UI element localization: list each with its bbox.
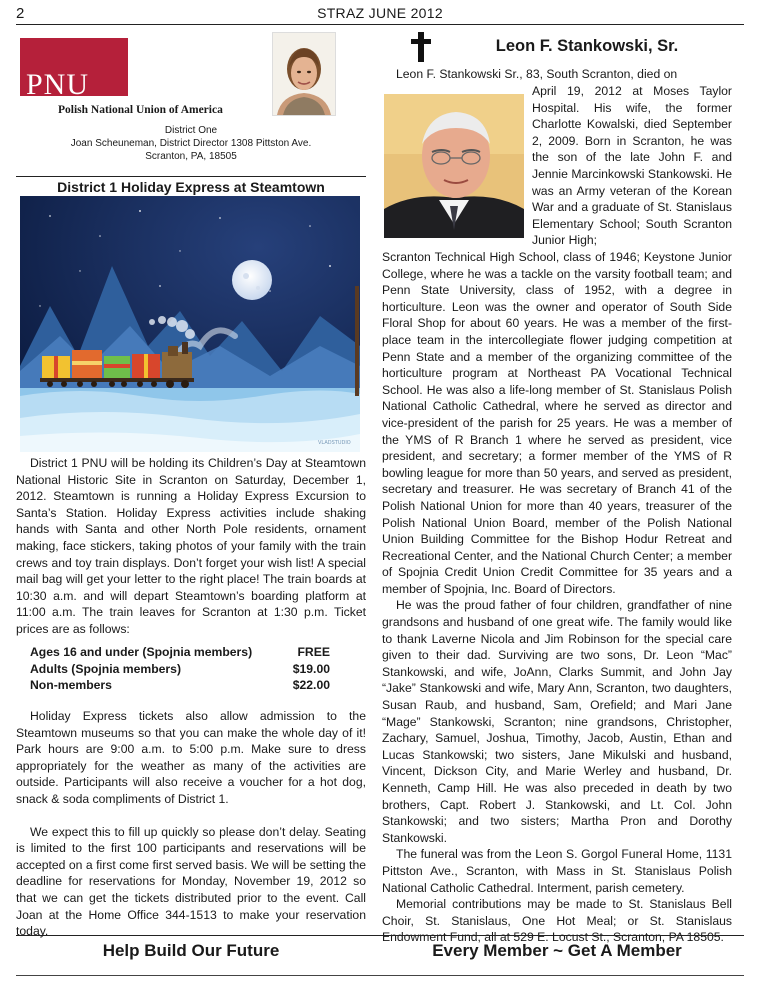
newsletter-title: STRAZ JUNE 2012 <box>317 5 443 21</box>
district-director-photo <box>272 32 336 116</box>
page-number: 2 <box>16 5 25 22</box>
obituary-paragraph: He was the proud father of four children, grandfather of nine grandsons and husband of one great wife. The family would like to thank Laverne Nicola and Jim Robinson for the special care given to their dad. Surviving are two sons, Dr. Leon “Mac” Stankowski, and wife, JoAnn, Clarks Summit, and John Jay “Jake” Stankowski and wife, Mary Ann, Scranton, two daughters, Susan Raub, and husband, Sam, Orefield; and Mari Jane “Mage” Stankowski, Scranton; nine grandsons, Christopher, Zachary, Samuel, Joshua, Timothy, Jacob, Austin, Ethan and Lucas Stankowski; two sisters, Jane Mikulski and husband, Vincent, Dickson City, and Marie Werley and husband, Dr. Kenneth, Camp Hill. He was also preceded in death by two brothers, Capt. Robert J. Stankowski, and Lt. Col. John Stankowski; and two sisters; Martha Pron and Dorothy Stankowski. <box>382 598 732 845</box>
district-line: Scranton, PA, 18505 <box>145 151 237 162</box>
article-paragraph: We expect this to fill up quickly so please don’t delay. Seating is limited to the first 100 participants and reservations will be accepted on a first come first served basis. We will be setting the deadline for reservations for Monday, November 19, 2012 so that we can get the tickets distributed prior to the event. Call Joan at the Home Office 344-1513 to make your reservation today. <box>16 824 366 939</box>
obituary-first-line <box>382 66 732 83</box>
district-contact <box>16 124 366 163</box>
price-label: Adults (Spojnia members) <box>30 661 182 676</box>
obituary-lead-line: Leon F. Stankowski Sr., 83, South Scranton, died on <box>396 67 678 81</box>
obituary-portrait <box>384 94 524 238</box>
article-paragraph: District 1 PNU will be holding its Children’s Day at Steamtown National Historic Site in Scranton on Saturday, December 1, 2012. Steamtown is running a Holiday Express Excursion to Santa’s Station. Holiday Express activities include shaking hands with Santa and other North Pole residents, ornament making, face stickers, taking photos of your family with the train crews and toy train displays. Don’t forget your wish list! A special mail bag will get your letter to the right place! The train boards at 10:30 a.m. and will depart Steamtown’s boarding platform at 11:00 a.m. The train leaves for Scranton at 1:30 p.m. Ticket prices are as follows: <box>16 456 366 636</box>
pnu-logo-text: PNU <box>26 68 90 101</box>
page-header <box>16 4 744 25</box>
obituary-paragraph: Scranton Technical High School, class of 1946; Keystone Junior College, where he was a tackle on the varsity football team; and Penn State University, class of 1952, with a degree in horticulture. Leon was the owner and operator of South Side Floral Shop for about 60 years. He was a member of the first-place team in the intercollegiate flower judging competition at Penn State and a member of the organizing committee of the horticulture program at Northeast PA Vocational Technical School. He was also a life-long member of St. Stanislaus Polish National Catholic Cathedral, where he served as director and vice-president of the parish for 25 years. He was a member of the YMS of R Branch 1 where he served as president, vice president, and secretary; a former member of the YMS of R bowling league for more than 50 years, and served as president, secretary and treasurer. He was secretary of Branch 41 of the Polish National Union for more than 40 years, treasurer of the Polish National Union Board, member of the Polish National Union Building Committee for the Bishop Hodur Retreat and Recreational Center, and the National Church Center; a member of Spojnia Credit Union Credit Committee for 35 years and a member of Spojnia, Inc. Board of Directors. <box>382 250 732 596</box>
obituary-body <box>382 249 732 946</box>
cross-icon <box>410 32 432 62</box>
price-row <box>30 661 330 678</box>
steamtown-article <box>16 455 366 638</box>
obituary-paragraph: April 19, 2012 at Moses Taylor Hospital. His wife, the former Charlotte Kowalski, died September 2, 2009. Born in Scranton, he was the son of the late John F. and Jennie Marcinkowski Stankowski. He was an Army veteran of the Korean War and a graduate of St. Stanislaus Elementary School; South Scranton Junior High; <box>532 84 732 248</box>
price-label: Ages 16 and under (Spojnia members) <box>30 645 253 659</box>
price-value: $22.00 <box>292 678 330 693</box>
obituary-paragraph: The funeral was from the Leon S. Gorgol Funeral Home, 1131 Pittston Ave., Scranton, with Mass in St. Stanislaus Polish National Catholic Cathedral. Interment, parish cemetery. <box>382 847 732 895</box>
pnu-logo <box>20 38 128 101</box>
price-row <box>30 677 330 694</box>
footer-divider <box>16 935 744 936</box>
district-line: Joan Scheuneman, District Director 1308 Pittston Ave. <box>70 138 312 149</box>
district-line: District One <box>164 125 218 136</box>
price-value: $19.00 <box>292 661 330 676</box>
article-heading-steamtown: District 1 Holiday Express at Steamtown <box>16 176 366 195</box>
price-row <box>30 644 330 661</box>
footer-slogan-right: Every Member ~ Get A Member <box>432 941 682 960</box>
organization-name: Polish National Union of America <box>58 104 223 116</box>
footer-slogan-left: Help Build Our Future <box>102 941 280 960</box>
footer-bottom-divider <box>16 975 744 976</box>
obituary-wrap-text <box>532 83 732 249</box>
article-paragraph: Holiday Express tickets also allow admission to the Steamtown museums so that you can make the whole day of it! Park hours are 9:00 a.m. to 5:00 p.m. Make sure to dress appropriately for the weather as many of the activities are outside. Participants will also receive a voucher for a hot dog, snack & soda compliments of District 1. <box>16 709 366 806</box>
holiday-train-illustration <box>20 196 360 452</box>
price-label: Non-members <box>30 678 112 693</box>
ticket-price-list <box>30 644 330 694</box>
steamtown-article-continued <box>16 708 366 940</box>
obituary-title: Leon F. Stankowski, Sr. <box>495 37 679 55</box>
illustration-credit: VLADSTUDIO <box>318 440 351 446</box>
price-value: FREE <box>297 645 330 659</box>
obituary-paragraph: Memorial contributions may be made to St. Stanislaus Bell Choir, St. Stanislaus, One Hot Meal; or St. Stanislaus Endowment Fund, all at 529 E. Locust St., Scranton, PA 18505. <box>382 897 732 945</box>
